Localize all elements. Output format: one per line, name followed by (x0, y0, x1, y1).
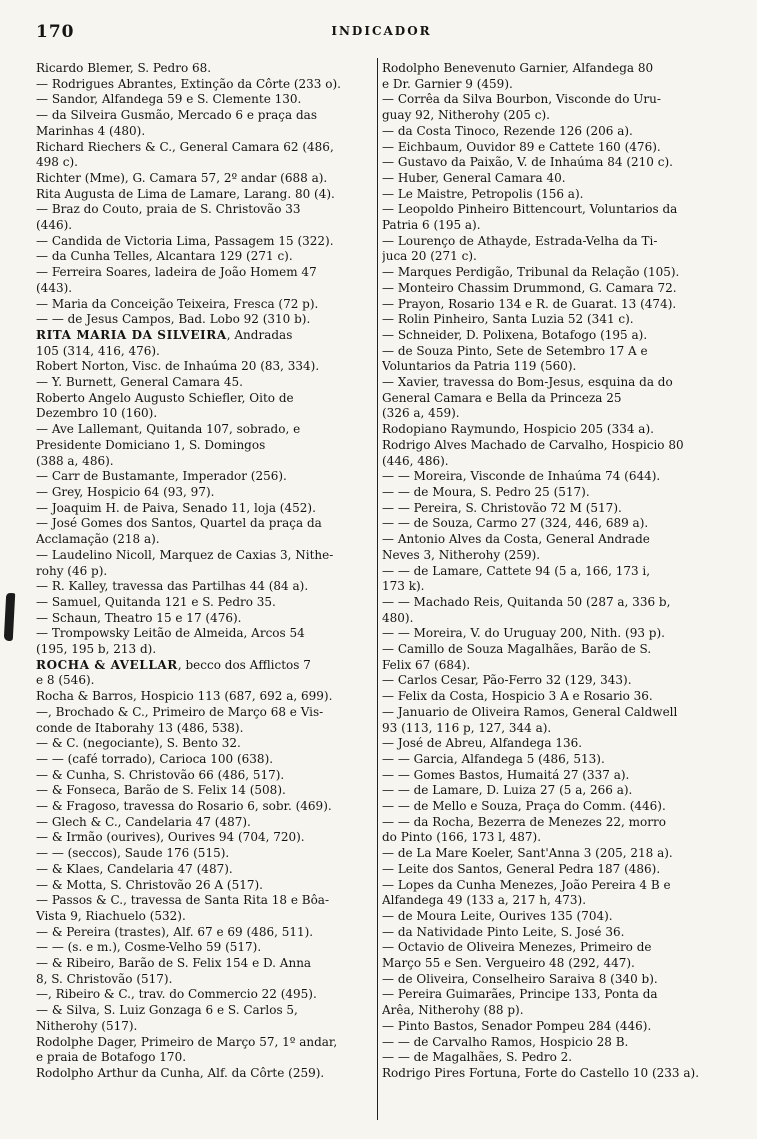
entry-line: — Schneider, D. Polixena, Botafogo (195 a). (382, 327, 648, 342)
directory-entry (382, 155, 720, 171)
entry-line: e 8 (546). (36, 673, 95, 688)
entry-line: — da Costa Tinoco, Rezende 126 (206 a). (382, 123, 633, 138)
directory-entry (36, 422, 374, 469)
directory-entry (382, 422, 720, 438)
entry-line: — Januario de Oliveira Ramos, General Caldwell (382, 704, 678, 719)
directory-entry (36, 359, 374, 375)
directory-entry (36, 752, 374, 768)
directory-entry (36, 469, 374, 485)
page-number: 170 (36, 22, 75, 42)
entry-line: — Ferreira Soares, ladeira de João Homem 47 (36, 265, 317, 280)
entry-line: — Eichbaum, Ouvidor 89 e Cattete 160 (476). (382, 139, 661, 154)
entry-line: Rodolphe Dager, Primeiro de Março 57, 1º andar, (36, 1034, 338, 1049)
entry-line: — Candida de Victoria Lima, Passagem 15 (322). (36, 233, 334, 248)
entry-line: — de Oliveira, Conselheiro Saraiva 8 (340 b). (382, 971, 658, 986)
entry-line: — — da Rocha, Bezerra de Menezes 22, morro (382, 814, 666, 829)
directory-entry (382, 862, 720, 878)
entry-line: — & Klaes, Candelaria 47 (487). (36, 861, 233, 876)
directory-entry (36, 501, 374, 517)
directory-entry (36, 940, 374, 956)
directory-entry (382, 752, 720, 768)
entry-line: — Joaquim H. de Paiva, Senado 11, loja (452). (36, 500, 316, 515)
entry-line: — Y. Burnett, General Camara 45. (36, 375, 243, 390)
directory-entry (382, 297, 720, 313)
entry-line: — Carlos Cesar, Pão-Ferro 32 (129, 343). (382, 673, 632, 688)
directory-entry (36, 391, 374, 422)
entry-line: Acclamação (218 a). (36, 532, 160, 547)
directory-entry (382, 140, 720, 156)
entry-line: — Laudelino Nicoll, Marquez de Caxias 3, Nithe- (36, 547, 334, 562)
entry-line: juca 20 (271 c). (382, 249, 477, 264)
entry-line: Richard Riechers & C., General Camara 62 (486, (36, 139, 334, 154)
directory-entry (382, 187, 720, 203)
entry-line: — Prayon, Rosario 134 e R. de Guarat. 13 (474). (382, 296, 677, 311)
entry-line: Arêa, Nitherohy (88 p). (382, 1003, 524, 1018)
entry-line: — Carr de Bustamante, Imperador (256). (36, 469, 287, 484)
entry-line: — — de Carvalho Ramos, Hospicio 28 B. (382, 1034, 629, 1049)
directory-entry (382, 1050, 720, 1066)
entry-line: — — de Moura, S. Pedro 25 (517). (382, 484, 590, 499)
entry-line: — Rolin Pinheiro, Santa Luzia 52 (341 c). (382, 312, 634, 327)
running-title: INDICADOR (331, 24, 432, 38)
directory-entry (36, 736, 374, 752)
entry-line: — da Natividade Pinto Leite, S. José 36. (382, 924, 625, 939)
entry-line: — Pinto Bastos, Senador Pompeu 284 (446). (382, 1018, 652, 1033)
entry-line: — & Fonseca, Barão de S. Felix 14 (508). (36, 783, 286, 798)
entry-line: — de Moura Leite, Ourives 135 (704). (382, 908, 613, 923)
directory-entry (36, 375, 374, 391)
entry-line: — & Motta, S. Christovão 26 A (517). (36, 877, 263, 892)
entry-line: Ricardo Blemer, S. Pedro 68. (36, 61, 212, 75)
entry-line: — da Silveira Gusmão, Mercado 6 e praça das (36, 108, 317, 123)
entry-line: — José de Abreu, Alfandega 136. (382, 736, 583, 751)
entry-line: — Antonio Alves da Costa, General Andrade (382, 532, 650, 547)
entry-line: General Camara e Bella da Princeza 25 (382, 390, 622, 405)
directory-entry (382, 1066, 720, 1082)
entry-line: do Pinto (166, 173 l, 487). (382, 830, 542, 845)
directory-entry (36, 265, 374, 296)
entry-line: 105 (314, 416, 476). (36, 343, 160, 358)
entry-line: — Rodrigues Abrantes, Extinção da Côrte (233 o). (36, 76, 341, 91)
directory-entry (36, 783, 374, 799)
directory-entry (382, 124, 720, 140)
directory-entry (36, 516, 374, 547)
entry-line: — — (seccos), Saude 176 (515). (36, 846, 230, 861)
entry-caps-name: ROCHA & AVELLAR (36, 657, 178, 672)
directory-entry (36, 328, 374, 359)
entry-line: — — de Magalhães, S. Pedro 2. (382, 1050, 573, 1065)
entry-line: — & Pereira (trastes), Alf. 67 e 69 (486, 511). (36, 924, 314, 939)
entry-line: — Le Maistre, Petropolis (156 a). (382, 186, 584, 201)
directory-entry (36, 987, 374, 1003)
directory-entry (36, 202, 374, 233)
directory-entry (382, 171, 720, 187)
entry-line: guay 92, Nitherohy (205 c). (382, 108, 550, 123)
directory-entry (382, 312, 720, 328)
entry-line: — Huber, General Camara 40. (382, 170, 566, 185)
entry-line: — — de Lamare, Cattete 94 (5 a, 166, 173 i, (382, 563, 651, 578)
entry-rest: , Andradas (226, 327, 293, 342)
directory-entry (382, 564, 720, 595)
entry-line: 480). (382, 610, 414, 625)
entry-line: — Leite dos Santos, General Pedra 187 (486). (382, 861, 661, 876)
directory-entry (382, 673, 720, 689)
directory-entry (36, 1003, 374, 1034)
entry-line: (326 a, 459). (382, 406, 460, 421)
directory-entry (382, 92, 720, 123)
entry-line: — — Garcia, Alfandega 5 (486, 513). (382, 751, 605, 766)
directory-entry (36, 579, 374, 595)
directory-entry (36, 689, 374, 705)
entry-line: — Camillo de Souza Magalhães, Barão de S. (382, 642, 652, 657)
entry-line: — — de Jesus Campos, Bad. Lobo 92 (310 b). (36, 312, 311, 327)
entry-line: — — (s. e m.), Cosme-Velho 59 (517). (36, 940, 262, 955)
directory-entry (36, 830, 374, 846)
directory-entry (382, 501, 720, 517)
entry-line: — Maria da Conceição Teixeira, Fresca (72 p). (36, 296, 319, 311)
directory-entry (382, 909, 720, 925)
entry-line: — Lopes da Cunha Menezes, João Pereira 4 B e (382, 877, 671, 892)
directory-entry (382, 626, 720, 642)
directory-entry (382, 281, 720, 297)
entry-line: 8, S. Christovão (517). (36, 971, 173, 986)
entry-line: — Octavio de Oliveira Menezes, Primeiro de (382, 940, 652, 955)
directory-entry (382, 595, 720, 626)
entry-line: — Leopoldo Pinheiro Bittencourt, Voluntarios da (382, 202, 678, 217)
directory-entry (36, 77, 374, 93)
entry-line: — & Irmão (ourives), Ourives 94 (704, 720). (36, 830, 305, 845)
entry-caps-name: RITA MARIA DA SILVEIRA (36, 327, 227, 342)
entry-line (36, 657, 374, 674)
entry-line: Presidente Domiciano 1, S. Domingos (36, 437, 266, 452)
entry-line: 498 c). (36, 155, 78, 170)
entry-line: — José Gomes dos Santos, Quartel da praça da (36, 516, 322, 531)
directory-entry (382, 940, 720, 971)
directory-entry (36, 312, 374, 328)
entry-line: (443). (36, 280, 73, 295)
entry-line: — Grey, Hospicio 64 (93, 97). (36, 484, 215, 499)
entry-line: — — de Lamare, D. Luiza 27 (5 a, 266 a). (382, 783, 633, 798)
directory-entry (36, 1035, 374, 1066)
directory-entry (382, 925, 720, 941)
entry-line: — Felix da Costa, Hospicio 3 A e Rosario 36. (382, 689, 653, 704)
entry-line: — & Silva, S. Luiz Gonzaga 6 e S. Carlos 5, (36, 1003, 298, 1018)
directory-entry (382, 689, 720, 705)
entry-line: Rodrigo Pires Fortuna, Forte do Castello 10 (233 a). (382, 1066, 700, 1080)
entry-line (36, 327, 374, 344)
directory-entry (382, 1019, 720, 1035)
directory-entry (382, 516, 720, 532)
entry-line: (388 a, 486). (36, 453, 114, 468)
entry-line: 173 k). (382, 579, 425, 594)
directory-entry (382, 1035, 720, 1051)
directory-entry (36, 234, 374, 250)
entry-line: Alfandega 49 (133 a, 217 h, 473). (382, 893, 587, 908)
entry-line: — & Fragoso, travessa do Rosario 6, sobr. (469). (36, 799, 332, 814)
entry-line: — — de Mello e Souza, Praça do Comm. (446). (382, 799, 666, 814)
entry-line: — Trompowsky Leitão de Almeida, Arcos 54 (36, 626, 305, 641)
directory-entry (382, 799, 720, 815)
entry-line: Roberto Angelo Augusto Schiefler, Oito de (36, 390, 294, 405)
directory-entry (36, 893, 374, 924)
directory-entry (382, 328, 720, 344)
directory-entry (36, 658, 374, 689)
entry-line: — — Pereira, S. Christovão 72 M (517). (382, 500, 622, 515)
entry-line: — de La Mare Koeler, Sant'Anna 3 (205, 218 a). (382, 846, 673, 861)
directory-entry (382, 846, 720, 862)
entry-line: — Lourenço de Athayde, Estrada-Velha da Ti- (382, 233, 658, 248)
entry-line: Rodrigo Alves Machado de Carvalho, Hospicio 80 (382, 437, 684, 452)
entry-line: Voluntarios da Patria 119 (560). (382, 359, 577, 374)
entry-line: — Monteiro Chassim Drummond, G. Camara 72. (382, 280, 677, 295)
entry-line: — Xavier, travessa do Bom-Jesus, esquina da do (382, 375, 673, 390)
directory-entry (382, 344, 720, 375)
entry-line: — — (café torrado), Carioca 100 (638). (36, 751, 274, 766)
entry-line: e Dr. Garnier 9 (459). (382, 76, 513, 91)
directory-entry (382, 642, 720, 673)
entry-line: Marinhas 4 (480). (36, 123, 146, 138)
entry-line: — Corrêa da Silva Bourbon, Visconde do Uru- (382, 92, 661, 107)
entry-line: — Samuel, Quitanda 121 e S. Pedro 35. (36, 594, 276, 609)
directory-entry (36, 187, 374, 203)
left-column (36, 61, 374, 1082)
entry-line: Patria 6 (195 a). (382, 218, 481, 233)
directory-entry (36, 626, 374, 657)
entry-line: — Schaun, Theatro 15 e 17 (476). (36, 610, 242, 625)
directory-entry (382, 438, 720, 469)
entry-line: — — Moreira, Visconde de Inhaúma 74 (644). (382, 469, 661, 484)
directory-entry (36, 108, 374, 139)
entry-line: Rodopiano Raymundo, Hospicio 205 (334 a). (382, 422, 654, 437)
directory-entry (382, 61, 720, 92)
entry-line: rohy (46 p). (36, 563, 108, 578)
directory-entry (382, 375, 720, 422)
directory-entry (36, 140, 374, 171)
directory-entry (382, 705, 720, 736)
entry-line: — — Gomes Bastos, Humaitá 27 (337 a). (382, 767, 630, 782)
entry-line: Vista 9, Riachuelo (532). (36, 908, 186, 923)
entry-line: — de Souza Pinto, Sete de Setembro 17 A e (382, 343, 648, 358)
entry-line: Robert Norton, Visc. de Inhaúma 20 (83, 334). (36, 359, 320, 374)
directory-entry (382, 736, 720, 752)
entry-line: (195, 195 b, 213 d). (36, 642, 157, 657)
directory-entry (382, 815, 720, 846)
directory-entry (36, 297, 374, 313)
directory-entry (36, 61, 374, 77)
directory-entry (382, 783, 720, 799)
entry-line: Rita Augusta de Lima de Lamare, Larang. 80 (4). (36, 186, 335, 201)
entry-line: Richter (Mme), G. Camara 57, 2º andar (688 a). (36, 170, 328, 185)
entry-line: — da Cunha Telles, Alcantara 129 (271 c). (36, 249, 293, 264)
right-column (382, 61, 720, 1082)
entry-line: — Marques Perdigão, Tribunal da Relação (105). (382, 265, 680, 280)
entry-line: Nitherohy (517). (36, 1018, 138, 1033)
entry-line: Dezembro 10 (160). (36, 406, 158, 421)
directory-entry (36, 548, 374, 579)
directory-entry (36, 595, 374, 611)
entry-line: (446, 486). (382, 453, 449, 468)
entry-line: — — Machado Reis, Quitanda 50 (287 a, 336 b, (382, 594, 671, 609)
directory-entry (36, 925, 374, 941)
entry-line: e praia de Botafogo 170. (36, 1050, 187, 1065)
entry-rest: , becco dos Afflictos 7 (177, 657, 311, 672)
directory-entry (36, 92, 374, 108)
entry-line: — Braz do Couto, praia de S. Christovão 33 (36, 202, 301, 217)
directory-entry (36, 171, 374, 187)
entry-line: —, Brochado & C., Primeiro de Março 68 e Vis- (36, 704, 324, 719)
directory-entry (382, 878, 720, 909)
directory-entry (36, 862, 374, 878)
entry-line: — — Moreira, V. do Uruguay 200, Nith. (93 p). (382, 626, 665, 641)
entry-line: — & Cunha, S. Christovão 66 (486, 517). (36, 767, 285, 782)
entry-line: conde de Itaborahy 13 (486, 538). (36, 720, 244, 735)
entry-line: — Gustavo da Paixão, V. de Inhaúma 84 (210 c). (382, 155, 673, 170)
directory-entry (382, 234, 720, 265)
ink-blot-mark (4, 593, 15, 641)
directory-entry (36, 1066, 374, 1082)
entry-line: — Sandor, Alfandega 59 e S. Clemente 130. (36, 92, 302, 107)
directory-entry (36, 846, 374, 862)
entry-line: — — de Souza, Carmo 27 (324, 446, 689 a). (382, 516, 649, 531)
directory-entry (382, 987, 720, 1018)
directory-entry (382, 265, 720, 281)
directory-entry (382, 972, 720, 988)
directory-entry (36, 799, 374, 815)
entry-line: — Glech & C., Candelaria 47 (487). (36, 814, 251, 829)
entry-line: — & C. (negociante), S. Bento 32. (36, 736, 241, 751)
directory-entry (36, 485, 374, 501)
entry-line: Felix 67 (684). (382, 657, 471, 672)
entry-line: (446). (36, 218, 73, 233)
entry-line: Neves 3, Nitherohy (259). (382, 547, 541, 562)
directory-entry (36, 768, 374, 784)
directory-entry (36, 611, 374, 627)
directory-entry (36, 815, 374, 831)
directory-entry (382, 469, 720, 485)
directory-entry (36, 878, 374, 894)
entry-line: — Passos & C., travessa de Santa Rita 18 e Bôa- (36, 893, 329, 908)
directory-entry (382, 202, 720, 233)
entry-line: Rodolpho Benevenuto Garnier, Alfandega 80 (382, 61, 654, 75)
entry-line: Rodolpho Arthur da Cunha, Alf. da Côrte (259). (36, 1066, 325, 1080)
directory-entry (36, 249, 374, 265)
directory-entry (382, 485, 720, 501)
entry-line: — R. Kalley, travessa das Partilhas 44 (84 a). (36, 579, 309, 594)
entry-line: — & Ribeiro, Barão de S. Felix 154 e D. Anna (36, 956, 312, 971)
entry-line: — Pereira Guimarães, Principe 133, Ponta da (382, 987, 658, 1002)
directory-entry (36, 705, 374, 736)
entry-line: — Ave Lallemant, Quitanda 107, sobrado, e (36, 422, 301, 437)
directory-entry (36, 956, 374, 987)
column-divider (377, 58, 378, 1120)
entry-line: Rocha & Barros, Hospicio 113 (687, 692 a, 699). (36, 689, 333, 704)
entry-line: —, Ribeiro & C., trav. do Commercio 22 (495). (36, 987, 317, 1002)
directory-entry (382, 532, 720, 563)
page-header (36, 22, 727, 42)
directory-entry (382, 768, 720, 784)
entry-line: Março 55 e Sen. Vergueiro 48 (292, 447). (382, 956, 635, 971)
entry-line: 93 (113, 116 p, 127, 344 a). (382, 720, 552, 735)
